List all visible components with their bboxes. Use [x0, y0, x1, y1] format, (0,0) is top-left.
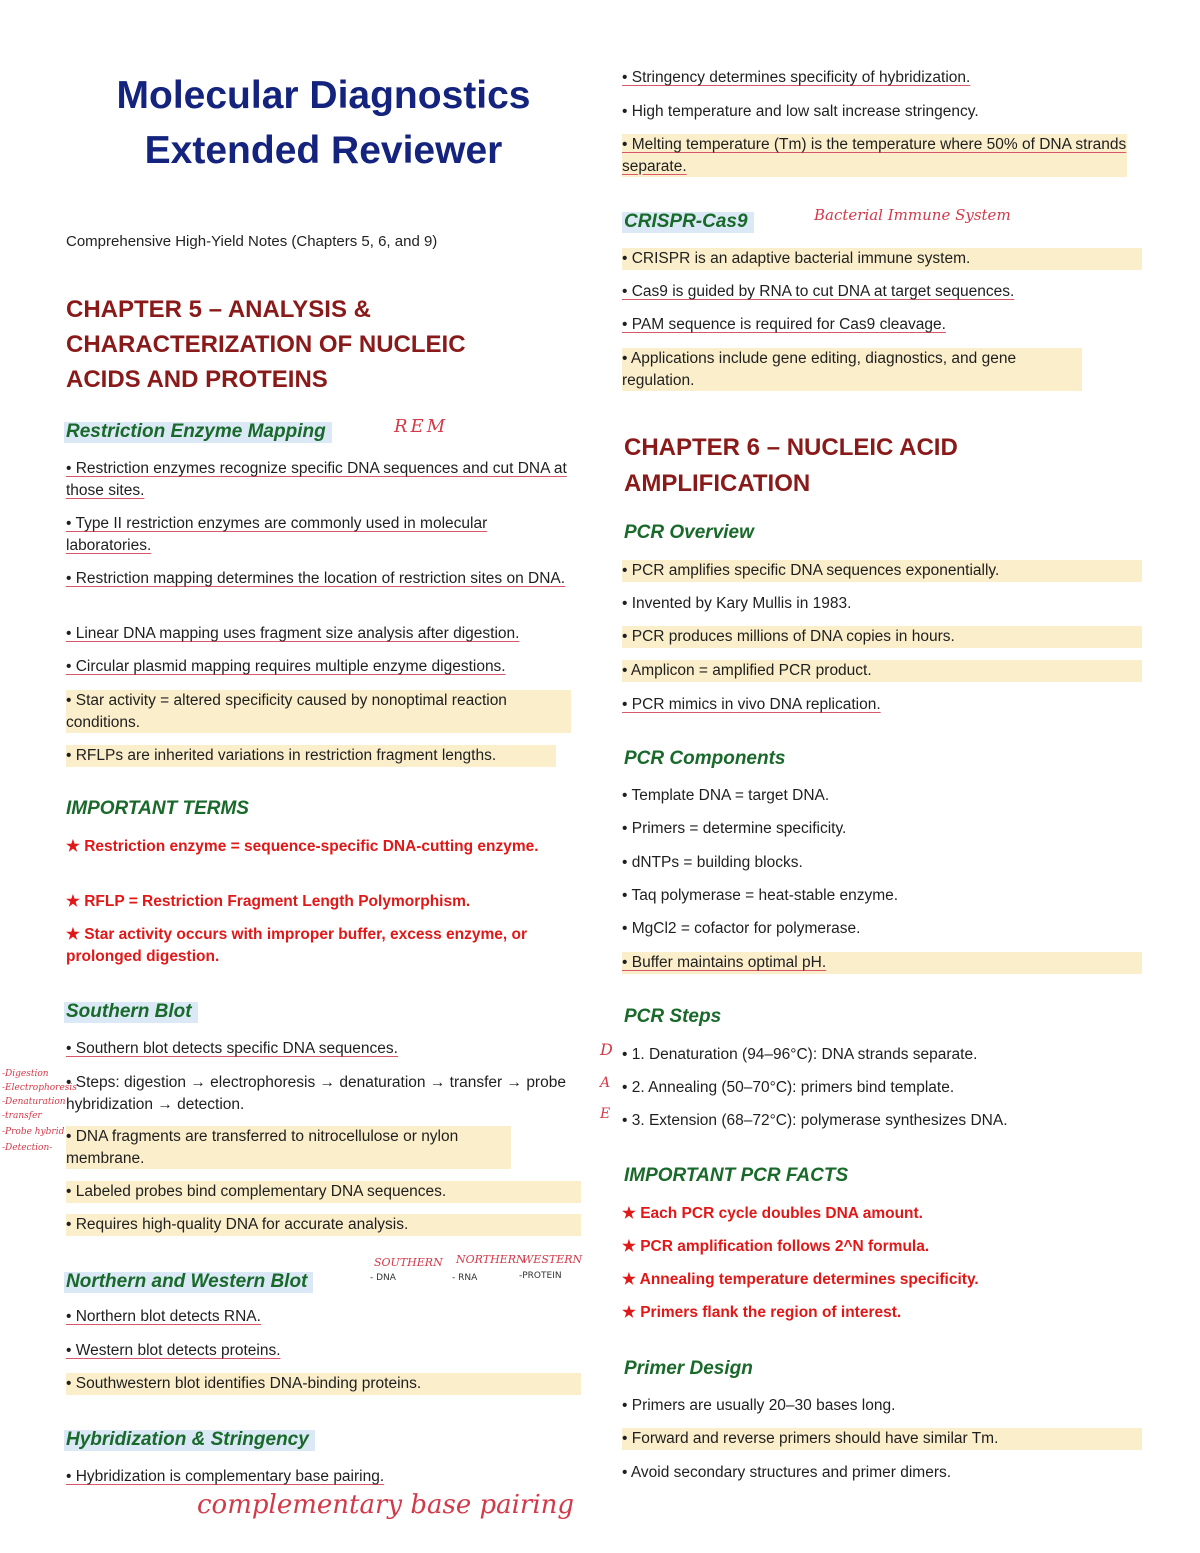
handwritten-protein: -PROTEIN — [519, 1271, 562, 1281]
term-item: ★ RFLP = Restriction Fragment Length Polymorphism. — [66, 893, 471, 910]
term-item: ★ Star activity occurs with improper buffer, excess enzyme, or prolonged digestion. — [66, 926, 527, 965]
side-note: -Electrophoresis — [2, 1083, 77, 1093]
section-pcr-overview: PCR Overview — [624, 522, 754, 543]
side-note: -Denaturation — [2, 1097, 66, 1107]
handwritten-complementary-base-pairing: complementary base pairing — [197, 1490, 575, 1520]
section-restriction-enzyme-mapping: Restriction Enzyme Mapping — [64, 419, 332, 445]
handwritten-dna: - DNA — [370, 1273, 396, 1283]
chapter6-heading-line-2: AMPLIFICATION — [624, 470, 811, 497]
handwritten-rna: - RNA — [452, 1273, 478, 1283]
list-item: • Forward and reverse primers should have similar Tm. — [622, 1428, 1142, 1450]
list-item: • Primers = determine specificity. — [622, 820, 847, 837]
list-item: • dNTPs = building blocks. — [622, 854, 803, 871]
list-item: • Linear DNA mapping uses fragment size analysis after digestion. — [66, 625, 520, 642]
list-item: • Western blot detects proteins. — [66, 1342, 281, 1359]
side-note: -transfer — [2, 1111, 42, 1121]
document-title-line-2: Extended Reviewer — [144, 129, 503, 172]
list-item: • PAM sequence is required for Cas9 cleavage. — [622, 316, 946, 333]
list-item: • Southern blot detects specific DNA sequences. — [66, 1040, 398, 1057]
list-item: • 3. Extension (68–72°C): polymerase synthesizes DNA. — [622, 1112, 1008, 1129]
section-pcr-steps: PCR Steps — [624, 1006, 722, 1027]
list-item: • PCR amplifies specific DNA sequences exponentially. — [622, 560, 1142, 582]
handwritten-bacterial-immune-system: Bacterial Immune System — [814, 206, 1011, 224]
section-primer-design: Primer Design — [624, 1358, 753, 1379]
handwritten-northern: NORTHERN — [456, 1253, 526, 1266]
handwritten-letter-a: A — [600, 1075, 611, 1091]
list-item: • Avoid secondary structures and primer dimers. — [622, 1464, 952, 1481]
list-item: • Star activity = altered specificity caused by nonoptimal reaction conditions. — [66, 690, 571, 733]
list-item: • Template DNA = target DNA. — [622, 787, 830, 804]
list-item: • DNA fragments are transferred to nitrocellulose or nylon membrane. — [66, 1126, 511, 1169]
list-item: • Melting temperature (Tm) is the temperature where 50% of DNA strands separate. — [622, 134, 1127, 177]
fact-item: ★ Primers flank the region of interest. — [622, 1304, 902, 1321]
list-item: • Restriction mapping determines the location of restriction sites on DNA. — [66, 570, 566, 587]
document-title-line-1: Molecular Diagnostics — [116, 74, 531, 117]
list-item: • Southwestern blot identifies DNA-binding proteins. — [66, 1373, 581, 1395]
list-item: • Hybridization is complementary base pairing. — [66, 1468, 385, 1485]
section-northern-western-blot: Northern and Western Blot — [64, 1269, 313, 1295]
list-item: • Cas9 is guided by RNA to cut DNA at target sequences. — [622, 283, 1015, 300]
chapter5-heading-line-3: ACIDS AND PROTEINS — [66, 366, 328, 393]
list-item: • Amplicon = amplified PCR product. — [622, 660, 1142, 682]
list-item: • Primers are usually 20–30 bases long. — [622, 1397, 896, 1414]
list-item: • Circular plasmid mapping requires multiple enzyme digestions. — [66, 658, 506, 675]
list-item: • Applications include gene editing, diagnostics, and gene regulation. — [622, 348, 1082, 391]
list-item: • High temperature and low salt increase stringency. — [622, 103, 979, 120]
section-pcr-components: PCR Components — [624, 748, 786, 769]
section-hybridization-stringency: Hybridization & Stringency — [64, 1427, 315, 1453]
list-item: • 1. Denaturation (94–96°C): DNA strands separate. — [622, 1046, 978, 1063]
chapter5-heading-line-2: CHARACTERIZATION OF NUCLEIC — [66, 331, 466, 358]
term-item: ★ Restriction enzyme = sequence-specific DNA-cutting enzyme. — [66, 838, 539, 855]
list-item: • PCR produces millions of DNA copies in hours. — [622, 626, 1142, 648]
fact-item: ★ PCR amplification follows 2^N formula. — [622, 1238, 930, 1255]
document-subtitle: Comprehensive High-Yield Notes (Chapters 5, 6, and 9) — [66, 233, 438, 250]
list-item: • Northern blot detects RNA. — [66, 1308, 261, 1325]
list-item: • MgCl2 = cofactor for polymerase. — [622, 920, 861, 937]
list-item: • Stringency determines specificity of hybridization. — [622, 69, 971, 86]
section-southern-blot: Southern Blot — [64, 999, 198, 1025]
side-note: -Probe hybrid — [2, 1127, 65, 1137]
list-item: • Steps: digestion → electrophoresis → denaturation → transfer → probe hybridization → detection. — [66, 1074, 566, 1113]
handwritten-western: WESTERN — [522, 1253, 583, 1266]
section-important-terms: IMPORTANT TERMS — [66, 798, 249, 819]
list-item: • Requires high-quality DNA for accurate analysis. — [66, 1214, 581, 1236]
fact-item: ★ Annealing temperature determines specificity. — [622, 1271, 979, 1288]
list-item: • Taq polymerase = heat-stable enzyme. — [622, 887, 899, 904]
handwritten-letter-e: E — [600, 1106, 611, 1122]
list-item: • Type II restriction enzymes are commonly used in molecular laboratories. — [66, 515, 488, 554]
fact-item: ★ Each PCR cycle doubles DNA amount. — [622, 1205, 923, 1222]
list-item: • CRISPR is an adaptive bacterial immune system. — [622, 248, 1142, 270]
list-item: • Buffer maintains optimal pH. — [622, 952, 1142, 974]
list-item: • PCR mimics in vivo DNA replication. — [622, 696, 881, 713]
list-item: • Invented by Kary Mullis in 1983. — [622, 595, 852, 612]
list-item: • Restriction enzymes recognize specific DNA sequences and cut DNA at those sites. — [66, 460, 567, 499]
section-important-pcr-facts: IMPORTANT PCR FACTS — [624, 1165, 849, 1186]
side-note: -Digestion — [2, 1069, 49, 1079]
list-item: • RFLPs are inherited variations in restriction fragment lengths. — [66, 745, 556, 767]
list-item: • Labeled probes bind complementary DNA sequences. — [66, 1181, 581, 1203]
chapter6-heading-line-1: CHAPTER 6 – NUCLEIC ACID — [624, 434, 958, 461]
handwritten-rem: REM — [394, 416, 449, 437]
list-item: • 2. Annealing (50–70°C): primers bind template. — [622, 1079, 955, 1096]
handwritten-southern: SOUTHERN — [374, 1256, 443, 1269]
handwritten-letter-d: D — [600, 1040, 613, 1059]
section-crispr-cas9: CRISPR-Cas9 — [622, 209, 754, 235]
chapter5-heading-line-1: CHAPTER 5 – ANALYSIS & — [66, 296, 371, 323]
side-note: -Detection- — [2, 1143, 53, 1153]
